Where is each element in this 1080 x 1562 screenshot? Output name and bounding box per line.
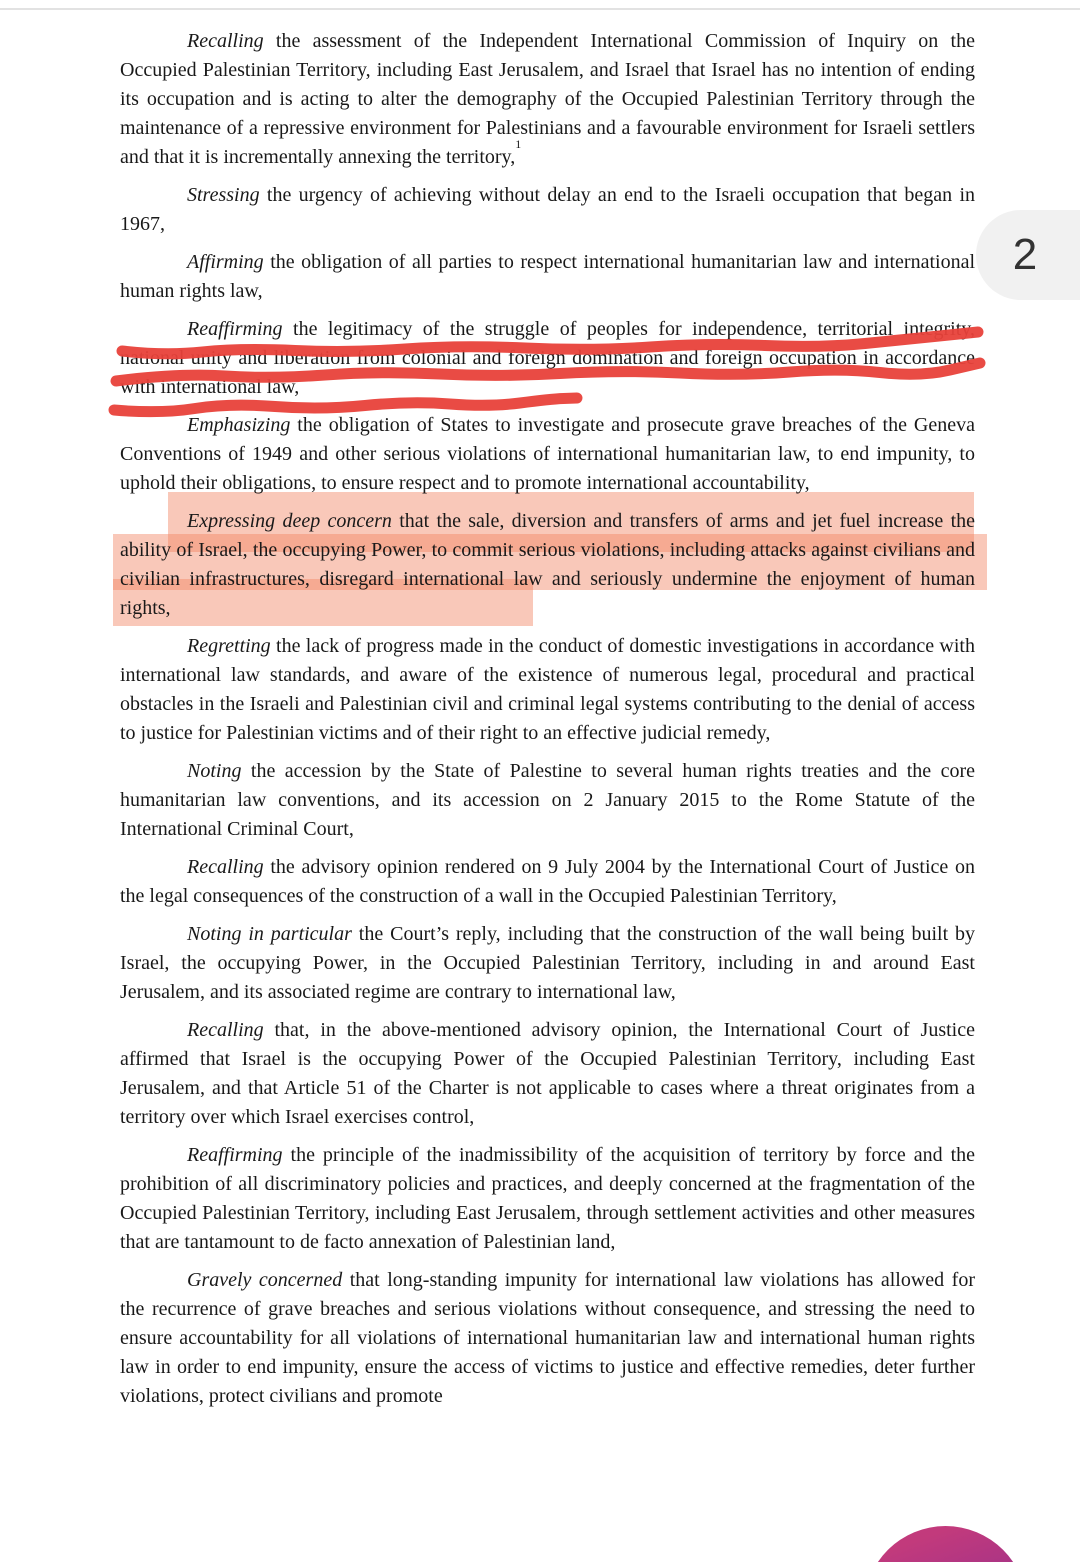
page-top-divider — [0, 8, 1080, 10]
paragraph-lead: Recalling — [187, 30, 264, 52]
preambular-paragraph — [120, 27, 975, 172]
preambular-paragraph — [120, 315, 975, 402]
paragraph-text: Regretting the lack of progress made in the conduct of domestic investigations in accordance with international law standards, and aware of the existence of numerous legal, procedural and practical obstacles in the Israeli and Palestinian civil and criminal legal systems contributing to the denial of access to justice for Palestinian victims and of their right to an effective judicial remedy, — [120, 635, 975, 744]
preambular-paragraph — [120, 1141, 975, 1257]
paragraph-text: Noting in particular the Court’s reply, including that the construction of the wall being built by Israel, the occupying Power, in the Occupied Palestinian Territory, including in and around East Jerusalem, and its associated regime are contrary to international law, — [120, 923, 976, 1003]
page-number-badge — [976, 210, 1080, 300]
preambular-paragraph — [120, 920, 975, 1007]
paragraph-lead: Gravely concerned — [187, 1269, 343, 1291]
paragraph-text: Affirming the obligation of all parties to respect international humanitarian law and international human rights law, — [120, 251, 975, 302]
page-number: 2 — [1012, 230, 1038, 279]
paragraph-text: Recalling the assessment of the Independent International Commission of Inquiry on the Occupied Palestinian Territory, including East Jerusalem, and Israel that Israel has no intention of ending its occupation and is acting to alter the demography of the Occupied Palestinian Territory through the maintenance of a repressive environment for Palestinians and a favourable environment for Israeli settlers and that it is incrementally annexing the territory,$^1$ — [120, 30, 975, 168]
paragraph-text: Recalling that, in the above-mentioned advisory opinion, the International Court of Justice affirmed that Israel is the occupying Power of the Occupied Palestinian Territory, including East Jerusalem, and that Article 51 of the Charter is not applicable to cases where a threat originates from a territory over which Israel exercises control, — [120, 1019, 975, 1128]
paragraph-text: Expressing deep concern that the sale, diversion and transfers of arms and jet fuel increase the ability of Israel, the occupying Power, to commit serious violations, including attacks against civilians and civilian infrastructures, disregard international law and seriously undermine the enjoyment of human rights, — [120, 510, 976, 619]
paragraph-lead: Regretting — [187, 635, 271, 657]
preambular-paragraph — [120, 507, 975, 623]
paragraph-lead: Recalling — [187, 856, 264, 878]
paragraph-text: Noting the accession by the State of Palestine to several human rights treaties and the core humanitarian law conventions, and its accession on 2 January 2015 to the Rome Statute of the International Criminal Court, — [120, 760, 975, 840]
preambular-paragraph — [120, 181, 975, 239]
paragraph-text: Stressing the urgency of achieving without delay an end to the Israeli occupation that began in 1967, — [120, 184, 975, 235]
paragraph-text: Recalling the advisory opinion rendered on 9 July 2004 by the International Court of Justice on the legal consequences of the construction of a wall in the Occupied Palestinian Territory, — [120, 856, 975, 907]
paragraph-lead: Reaffirming — [187, 1144, 283, 1166]
paragraph-text: Reaffirming the legitimacy of the struggle of peoples for independence, territorial integrity, national unity and liberation from colonial and foreign domination and foreign occupation in accordance with international law, — [120, 318, 975, 398]
preambular-paragraph — [120, 1016, 975, 1132]
paragraph-lead: Noting in particular — [187, 923, 352, 945]
paragraph-lead: Expressing deep concern — [187, 510, 392, 532]
document-body — [120, 27, 975, 1420]
preambular-paragraph — [120, 853, 975, 911]
footnote-marker: 1 — [515, 137, 522, 152]
preambular-paragraph — [120, 632, 975, 748]
preambular-paragraph — [120, 248, 975, 306]
preambular-paragraph — [120, 757, 975, 844]
paragraph-text: Gravely concerned that long-standing impunity for international law violations has allowed for the recurrence of grave breaches and serious violations without consequence, and stressing the need to ensure accountability for all violations of international humanitarian law and international human rights law in order to end impunity, ensure the access of victims to justice and effective remedies, deter further violations, protect civilians and promote — [120, 1269, 975, 1407]
preambular-paragraph — [120, 1266, 975, 1411]
preambular-paragraph — [120, 411, 975, 498]
paragraph-lead: Noting — [187, 760, 242, 782]
paragraph-lead: Reaffirming — [187, 318, 283, 340]
paragraph-lead: Stressing — [187, 184, 260, 206]
fab-button[interactable] — [864, 1526, 1027, 1562]
paragraph-lead: Emphasizing — [187, 414, 291, 436]
paragraph-lead: Recalling — [187, 1019, 264, 1041]
paragraph-text: Reaffirming the principle of the inadmissibility of the acquisition of territory by force and the prohibition of all discriminatory policies and practices, and deeply concerned at the fragmentation of the Occupied Palestinian Territory, including East Jerusalem, through settlement activities and other measures that are tantamount to de facto annexation of Palestinian land, — [120, 1144, 975, 1253]
paragraph-text: Emphasizing the obligation of States to investigate and prosecute grave breaches of the Geneva Conventions of 1949 and other serious violations of international humanitarian law, to end impunity, to uphold their obligations, to ensure respect and to promote international accountability, — [120, 414, 975, 494]
paragraph-lead: Affirming — [187, 251, 264, 273]
